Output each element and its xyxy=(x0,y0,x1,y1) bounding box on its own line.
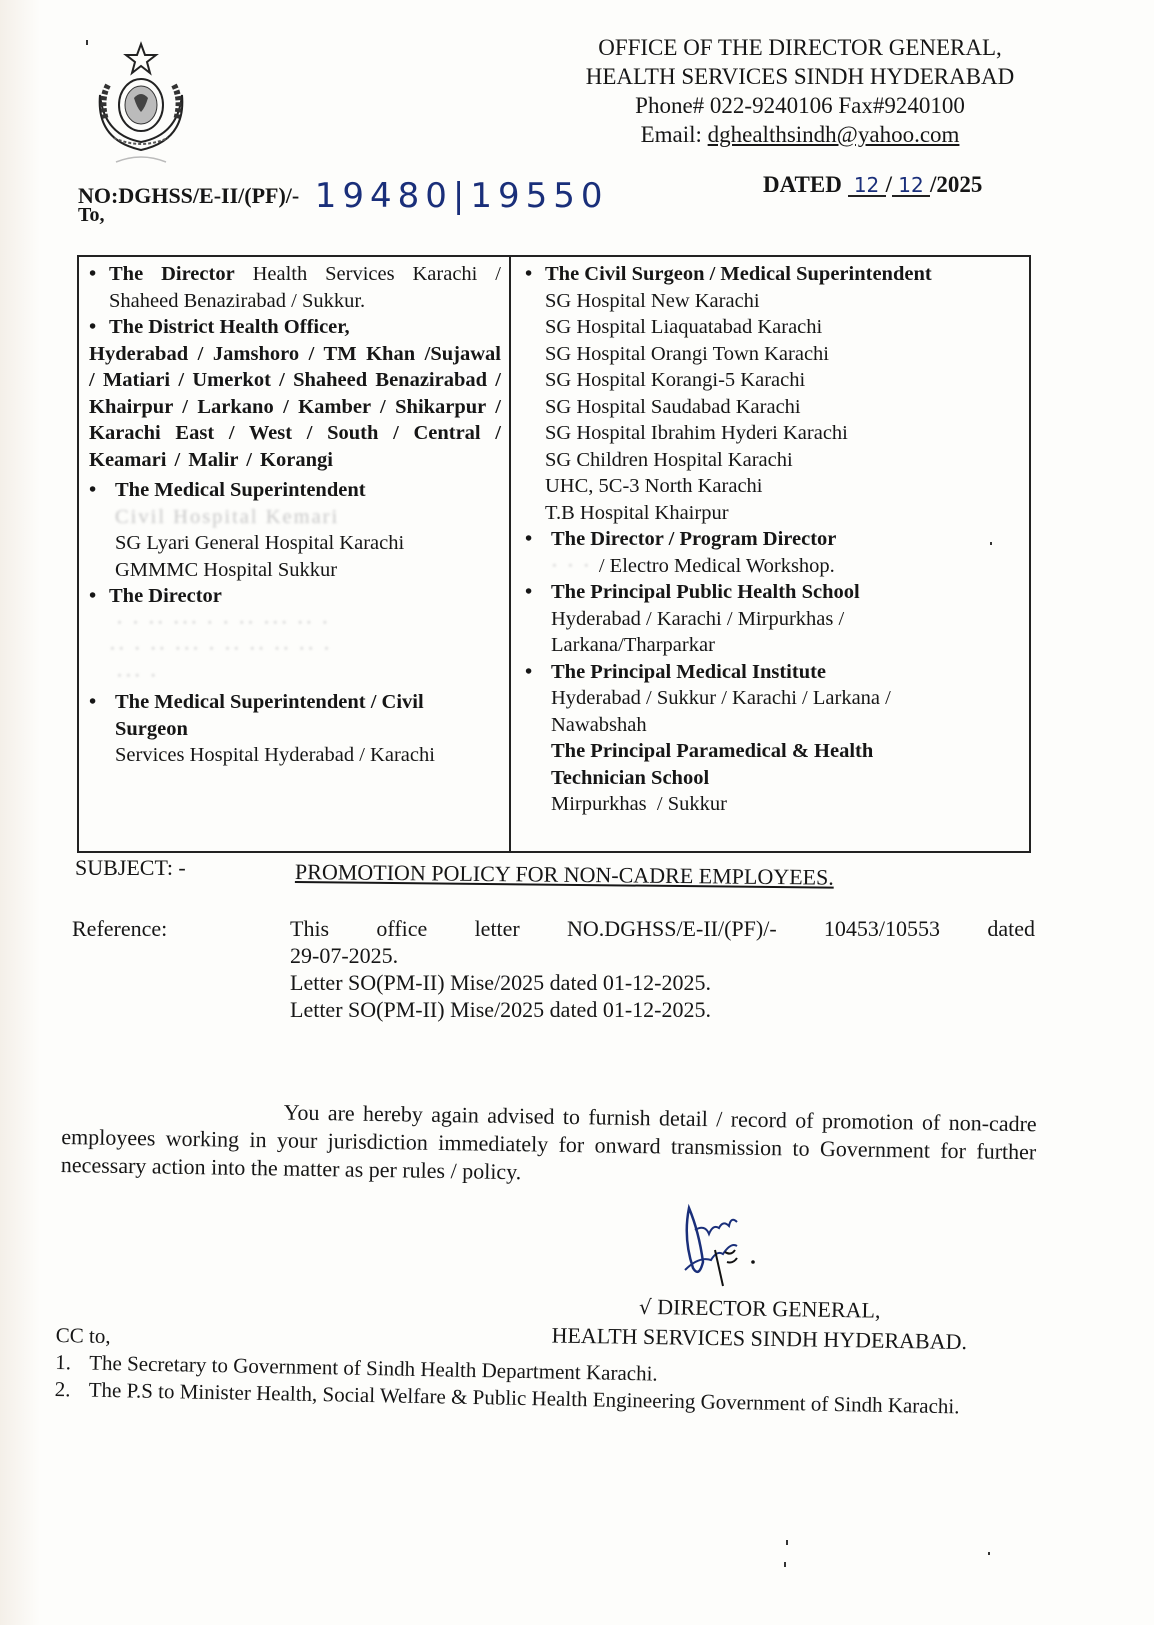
email-link[interactable]: dghealthsindh@yahoo.com xyxy=(707,122,960,147)
office-title-line1: OFFICE OF THE DIRECTOR GENERAL, xyxy=(598,35,1002,60)
addressee-line: SG Hospital Liaquatabad Karachi xyxy=(545,316,823,338)
reference-label: Reference: xyxy=(72,916,168,941)
addressee-entry xyxy=(89,314,501,473)
addressee-line: SG Hospital Saudabad Karachi xyxy=(545,395,801,418)
letterhead xyxy=(540,33,1060,149)
addressee-title: The Medical Superintendent xyxy=(115,479,366,501)
redacted-text: · · ·· ··· · · ·· ··· ·· · xyxy=(109,611,331,634)
phone-fax: Phone# 022-9240106 Fax#9240100 xyxy=(635,93,965,118)
reference-line-2: Letter SO(PM-II) Mise/2025 dated 01-12-2025. xyxy=(290,970,711,995)
signature-icon xyxy=(675,1200,805,1290)
bullet: • xyxy=(525,263,533,285)
reference-word: NO.DGHSS/E-II/(PF)/- xyxy=(567,916,777,941)
sindh-government-emblem-icon xyxy=(86,40,196,170)
addressee-table xyxy=(77,255,1031,853)
bullet: • xyxy=(525,581,533,603)
body-paragraph xyxy=(61,1095,1037,1194)
addressee-title: The Director xyxy=(109,263,235,285)
cc-label: CC to, xyxy=(55,1322,111,1349)
dated-label: DATED xyxy=(763,172,842,197)
reference-line-1 xyxy=(290,915,1035,942)
reference-body xyxy=(290,915,1035,1023)
bullet: • xyxy=(89,479,97,501)
scan-speck xyxy=(786,1540,788,1545)
addressee-entry xyxy=(525,579,1021,659)
addressee-line: Larkana/Tharparkar xyxy=(551,634,715,656)
addressee-entry xyxy=(525,526,1021,579)
scan-speck xyxy=(784,1562,786,1567)
redacted-text: Civil Hospital Kemari xyxy=(115,505,340,528)
reference-word: letter xyxy=(474,916,520,941)
dated-month: 12 xyxy=(892,175,930,197)
addressee-entry xyxy=(89,689,501,769)
addressee-line: Hyderabad / Karachi / Mirpurkhas / xyxy=(551,607,845,630)
addressee-line: SG Lyari General Hospital Karachi xyxy=(115,532,405,554)
addressee-title: The Civil Surgeon / Medical Superintendent xyxy=(545,263,932,285)
letter-number-handwritten: 19480|19550 xyxy=(314,176,609,216)
cc-block xyxy=(54,1322,1015,1421)
cc-text: The P.S to Minister Health, Social Welfare & Public Health Engineering Government of Sindh Karachi. xyxy=(88,1377,960,1419)
reference-word: office xyxy=(376,916,428,941)
reference-line-1-cont: 29-07-2025. xyxy=(290,943,399,968)
addressee-line: T.B Hospital Khairpur xyxy=(545,501,729,524)
addressee-title: The District Health Officer, xyxy=(109,316,350,338)
addressee-entry xyxy=(89,261,501,314)
addressee-column-right xyxy=(511,257,1029,851)
addressee-title: The Director xyxy=(109,585,222,607)
addressee-line: Nawabshah xyxy=(551,713,647,736)
letter-date: DATED 12 / 12 /2025 xyxy=(763,172,983,197)
bullet: • xyxy=(89,691,97,713)
addressee-line: SG Hospital Korangi-5 Karachi xyxy=(545,369,806,391)
addressee-line: SG Children Hospital Karachi xyxy=(545,448,793,471)
addressee-line: UHC, 5C-3 North Karachi xyxy=(545,475,763,497)
to-label: To, xyxy=(78,204,105,226)
signatory-line-1: DIRECTOR GENERAL, xyxy=(657,1294,881,1323)
addressee-title: The Principal Paramedical & Health Technician School xyxy=(551,740,874,789)
addressee-districts: Hyderabad / Jamshoro / TM Khan /Sujawal / Matiari / Umerkot / Shaheed Benazirabad / Khairpur / Larkano / Kamber / Shikarpur / Karachi East / West / South / Central / Keamari / Malir / Korangi xyxy=(89,342,501,471)
cc-number: 2. xyxy=(54,1376,71,1402)
bullet: • xyxy=(525,528,533,550)
subject-text: PROMOTION POLICY FOR NON-CADRE EMPLOYEES. xyxy=(294,859,834,890)
addressee-entry xyxy=(525,659,1021,739)
cc-number: 1. xyxy=(55,1349,72,1375)
checkmark-icon: √ xyxy=(638,1294,652,1320)
addressee-entry xyxy=(525,261,1021,526)
addressee-title: The Director / Program Director xyxy=(551,528,837,550)
redacted-text: ··· · xyxy=(109,664,159,687)
addressee-line: Hyderabad / Sukkur / Karachi / Larkana / xyxy=(551,687,891,709)
addressee-title: The Medical Superintendent / Civil Surgeon xyxy=(115,691,424,740)
bullet: • xyxy=(89,585,97,607)
bullet xyxy=(525,738,545,818)
reference-word: This xyxy=(290,916,330,941)
addressee-detail: Health Services Karachi / Shaheed Benazirabad / Sukkur. xyxy=(109,263,501,312)
addressee-line: / Electro Medical Workshop. xyxy=(598,554,835,577)
scan-speck xyxy=(86,40,88,45)
dated-day: 12 xyxy=(848,175,886,197)
subject-label: SUBJECT: - xyxy=(75,855,186,880)
body-text: You are hereby again advised to furnish detail / record of promotion of non-cadre employees working in your jurisdiction immediately for onward transmission to Government for further necessary action into the matter as per rules / policy. xyxy=(60,1099,1037,1185)
addressee-entry xyxy=(525,738,1021,818)
redacted-text: ·· · ·· ··· · ·· ·· ·· ·· · xyxy=(109,638,333,660)
addressee-entry xyxy=(89,477,501,583)
bullet: • xyxy=(525,660,533,683)
addressee-title: The Principal Medical Institute xyxy=(551,660,827,683)
reference-word: 10453/10553 xyxy=(823,916,941,941)
addressee-line: SG Hospital Orangi Town Karachi xyxy=(545,342,829,365)
email-label: Email: xyxy=(640,122,702,147)
reference-word: dated xyxy=(987,916,1035,941)
page-edge-shadow xyxy=(0,0,40,1625)
addressee-entry xyxy=(89,583,501,689)
scan-speck xyxy=(990,542,992,545)
office-title-line2: HEALTH SERVICES SINDH HYDERABAD xyxy=(585,64,1015,89)
reference-line-3: Letter SO(PM-II) Mise/2025 dated 01-12-2025. xyxy=(290,997,711,1022)
bullet: • xyxy=(89,316,97,338)
addressee-line: GMMMC Hospital Sukkur xyxy=(115,558,338,581)
addressee-title: The Principal Public Health School xyxy=(551,581,860,603)
redacted-text: · · · xyxy=(551,554,599,577)
addressee-line: SG Hospital Ibrahim Hyderi Karachi xyxy=(545,422,848,444)
dated-year: /2025 xyxy=(929,172,983,197)
signatory-line-2: HEALTH SERVICES SINDH HYDERABAD. xyxy=(551,1322,968,1355)
bullet: • xyxy=(89,263,97,285)
addressee-line: Services Hospital Hyderabad / Karachi xyxy=(115,744,435,766)
addressee-column-left xyxy=(79,257,511,851)
email-row xyxy=(540,120,1060,149)
letter-number-prefix: NO:DGHSS/E-II/(PF)/- xyxy=(78,183,300,208)
addressee-line: SG Hospital New Karachi xyxy=(545,289,760,312)
scan-speck xyxy=(988,1552,990,1555)
cc-text: The Secretary to Government of Sindh Health Department Karachi. xyxy=(88,1350,658,1386)
addressee-line: Mirpurkhas / Sukkur xyxy=(551,793,727,815)
